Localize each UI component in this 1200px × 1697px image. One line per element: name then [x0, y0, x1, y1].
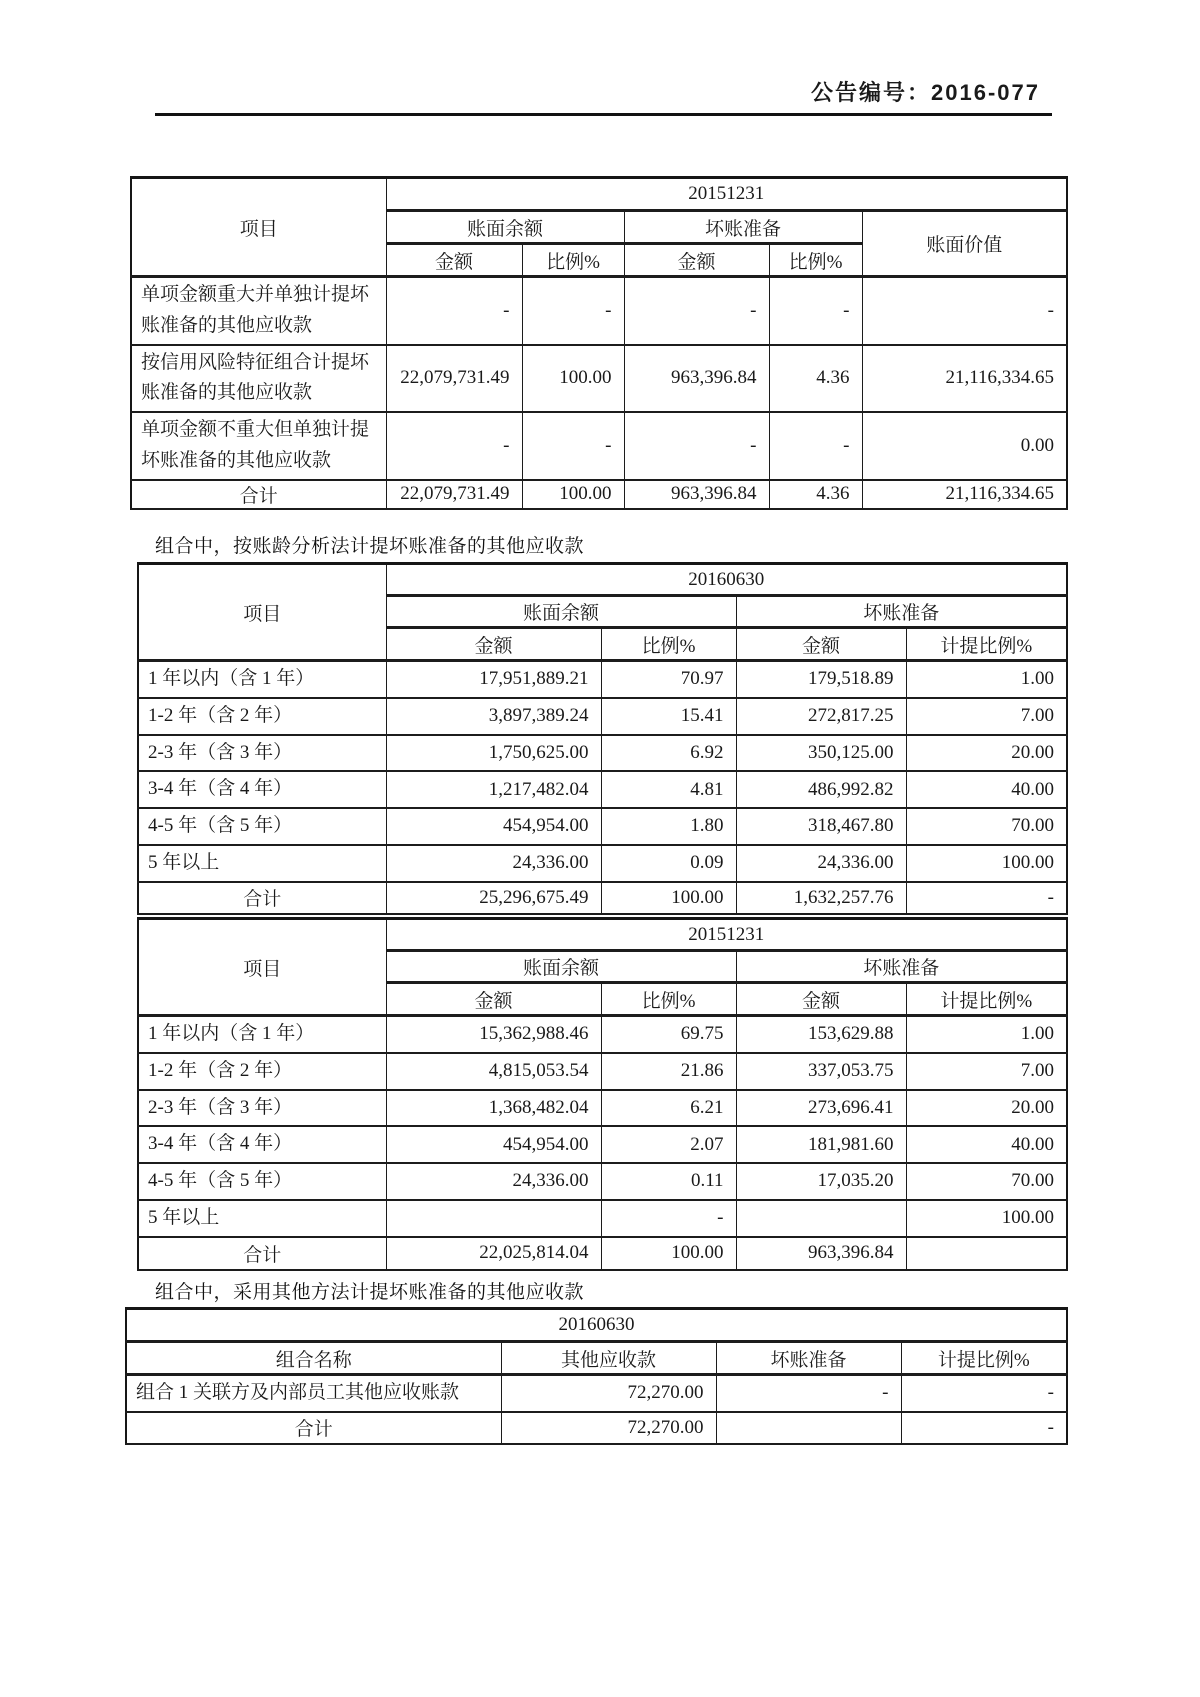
bad-debt-ratio-cell: 4.36 [769, 345, 862, 413]
accrual-ratio-header-cell: 计提比例% [906, 983, 1067, 1016]
table-row [131, 345, 1067, 413]
ratio-cell: - [601, 1200, 736, 1237]
aging-bucket-cell: 2-3 年（含 3 年） [138, 1090, 386, 1127]
amount-cell: 22,079,731.49 [386, 480, 522, 509]
total-label-cell: 合计 [131, 480, 386, 509]
amount-cell: 4,815,053.54 [386, 1053, 601, 1090]
period-cell: 20160630 [126, 1309, 1067, 1342]
table-total-row [126, 1412, 1067, 1444]
accrual-ratio-cell: - [901, 1412, 1067, 1444]
bad-debt-cell: - [716, 1375, 901, 1412]
aging-bucket-cell: 1-2 年（含 2 年） [138, 698, 386, 735]
ratio-cell: 69.75 [601, 1016, 736, 1053]
ratio-cell: 21.86 [601, 1053, 736, 1090]
ratio-header-cell: 比例% [522, 244, 624, 277]
accrual-ratio-cell: 70.00 [906, 808, 1067, 845]
bad-debt-amount-cell: 272,817.25 [736, 698, 906, 735]
ratio-header-cell: 比例% [769, 244, 862, 277]
book-value-cell: 0.00 [862, 412, 1067, 480]
amount-cell: 24,336.00 [386, 845, 601, 882]
amount-cell: 25,296,675.49 [386, 882, 601, 914]
book-value-cell: 21,116,334.65 [862, 345, 1067, 413]
table-total-row [131, 480, 1067, 509]
other-receivables-cell: 72,270.00 [501, 1375, 716, 1412]
amount-cell: - [386, 412, 522, 480]
item-header-cell: 项目 [138, 564, 386, 661]
amount-cell: 22,025,814.04 [386, 1237, 601, 1270]
aging-bucket-cell: 3-4 年（含 4 年） [138, 771, 386, 808]
table-row [138, 1163, 1067, 1200]
bad-debt-amount-cell: - [624, 277, 769, 345]
table-20151231-summary [130, 176, 1068, 510]
aging-bucket-cell: 3-4 年（含 4 年） [138, 1126, 386, 1163]
bad-debt-amount-cell: 179,518.89 [736, 661, 906, 698]
caption-other-method: 组合中，采用其他方法计提坏账准备的其他应收款 [155, 1282, 585, 1303]
group-name-header-cell: 组合名称 [126, 1342, 501, 1375]
ratio-cell: 6.21 [601, 1090, 736, 1127]
table-row [138, 1126, 1067, 1163]
bad-debt-amount-cell: 318,467.80 [736, 808, 906, 845]
table-total-row [138, 882, 1067, 914]
group-name-cell: 组合 1 关联方及内部员工其他应收账款 [126, 1375, 501, 1412]
bad-debt-amount-cell: 1,632,257.76 [736, 882, 906, 914]
amount-cell: 3,897,389.24 [386, 698, 601, 735]
accrual-ratio-cell: 70.00 [906, 1163, 1067, 1200]
amount-cell: 454,954.00 [386, 1126, 601, 1163]
table-row [138, 845, 1067, 882]
bad-debt-amount-cell: - [624, 412, 769, 480]
ratio-header-cell: 比例% [601, 983, 736, 1016]
bad-debt-header-cell: 坏账准备 [716, 1342, 901, 1375]
table-row [138, 771, 1067, 808]
other-receivables-cell: 72,270.00 [501, 1412, 716, 1444]
accrual-ratio-cell [906, 1237, 1067, 1270]
table-row [138, 808, 1067, 845]
ratio-cell: 15.41 [601, 698, 736, 735]
aging-bucket-cell: 2-3 年（含 3 年） [138, 735, 386, 772]
amount-cell: 15,362,988.46 [386, 1016, 601, 1053]
header-rule [155, 113, 1052, 116]
accrual-ratio-cell: 100.00 [906, 845, 1067, 882]
ratio-header-cell: 比例% [601, 628, 736, 661]
bad-debt-amount-cell: 17,035.20 [736, 1163, 906, 1200]
caption-aging-method: 组合中，按账龄分析法计提坏账准备的其他应收款 [155, 536, 585, 557]
bad-debt-amount-cell: 181,981.60 [736, 1126, 906, 1163]
bad-debt-amount-cell: 963,396.84 [736, 1237, 906, 1270]
period-cell: 20160630 [386, 564, 1067, 596]
accrual-ratio-cell: 40.00 [906, 1126, 1067, 1163]
ratio-cell: 4.81 [601, 771, 736, 808]
ratio-cell: 100.00 [601, 1237, 736, 1270]
bad-debt-cell [716, 1412, 901, 1444]
table-header-row [126, 1309, 1067, 1342]
table-other-method-20160630 [125, 1307, 1068, 1445]
book-value-header-cell: 账面价值 [862, 211, 1067, 277]
bad-debt-ratio-cell: 4.36 [769, 480, 862, 509]
table-header-row [138, 564, 1067, 596]
bad-debt-header-cell: 坏账准备 [624, 211, 862, 244]
aging-bucket-cell: 5 年以上 [138, 845, 386, 882]
table-aging-20160630 [137, 562, 1068, 915]
accrual-ratio-cell: 7.00 [906, 1053, 1067, 1090]
item-header-cell: 项目 [131, 178, 386, 277]
accrual-ratio-cell: 7.00 [906, 698, 1067, 735]
accrual-ratio-header-cell: 计提比例% [901, 1342, 1067, 1375]
accrual-ratio-cell: 40.00 [906, 771, 1067, 808]
amount-cell: 1,750,625.00 [386, 735, 601, 772]
bad-debt-header-cell: 坏账准备 [736, 951, 1067, 983]
bad-debt-amount-cell: 273,696.41 [736, 1090, 906, 1127]
table-row [138, 1053, 1067, 1090]
total-label-cell: 合计 [126, 1412, 501, 1444]
bad-debt-amount-cell: 24,336.00 [736, 845, 906, 882]
ratio-cell: 1.80 [601, 808, 736, 845]
amount-cell: 17,951,889.21 [386, 661, 601, 698]
accrual-ratio-cell: 1.00 [906, 1016, 1067, 1053]
bad-debt-amount-cell: 963,396.84 [624, 345, 769, 413]
amount-cell [386, 1200, 601, 1237]
table-header-row [131, 178, 1067, 211]
item-header-cell: 项目 [138, 919, 386, 1016]
amount-header-cell: 金额 [386, 983, 601, 1016]
amount-header-cell: 金额 [386, 244, 522, 277]
amount-header-cell: 金额 [736, 628, 906, 661]
item-cell: 单项金额不重大但单独计提坏账准备的其他应收款 [131, 412, 386, 480]
accrual-ratio-cell: - [906, 882, 1067, 914]
ratio-cell: 100.00 [601, 882, 736, 914]
ratio-cell: 2.07 [601, 1126, 736, 1163]
bad-debt-ratio-cell: - [769, 277, 862, 345]
aging-bucket-cell: 1-2 年（含 2 年） [138, 1053, 386, 1090]
ratio-cell: - [522, 277, 624, 345]
table-row [138, 661, 1067, 698]
accrual-ratio-cell: 20.00 [906, 735, 1067, 772]
total-label-cell: 合计 [138, 1237, 386, 1270]
aging-bucket-cell: 1 年以内（含 1 年） [138, 661, 386, 698]
amount-header-cell: 金额 [624, 244, 769, 277]
aging-bucket-cell: 1 年以内（含 1 年） [138, 1016, 386, 1053]
doc-number: 公告编号：2016-077 [811, 80, 1040, 105]
book-value-cell: - [862, 277, 1067, 345]
amount-cell: 1,217,482.04 [386, 771, 601, 808]
accrual-ratio-cell: 100.00 [906, 1200, 1067, 1237]
bad-debt-ratio-cell: - [769, 412, 862, 480]
accrual-ratio-header-cell: 计提比例% [906, 628, 1067, 661]
book-balance-header-cell: 账面余额 [386, 211, 624, 244]
bad-debt-header-cell: 坏账准备 [736, 596, 1067, 628]
table-header-row [126, 1342, 1067, 1375]
book-balance-header-cell: 账面余额 [386, 951, 736, 983]
table-header-row [138, 919, 1067, 951]
table-aging-20151231 [137, 917, 1068, 1271]
amount-cell: 454,954.00 [386, 808, 601, 845]
other-receivables-header-cell: 其他应收款 [501, 1342, 716, 1375]
book-balance-header-cell: 账面余额 [386, 596, 736, 628]
table-row [138, 1016, 1067, 1053]
amount-cell: - [386, 277, 522, 345]
ratio-cell: 6.92 [601, 735, 736, 772]
amount-cell: 1,368,482.04 [386, 1090, 601, 1127]
table-row [138, 698, 1067, 735]
period-cell: 20151231 [386, 178, 1067, 211]
bad-debt-amount-cell: 963,396.84 [624, 480, 769, 509]
ratio-cell: 70.97 [601, 661, 736, 698]
item-cell: 单项金额重大并单独计提坏账准备的其他应收款 [131, 277, 386, 345]
aging-bucket-cell: 4-5 年（含 5 年） [138, 808, 386, 845]
ratio-cell: 0.11 [601, 1163, 736, 1200]
accrual-ratio-cell: 20.00 [906, 1090, 1067, 1127]
bad-debt-amount-cell: 350,125.00 [736, 735, 906, 772]
table-row [131, 277, 1067, 345]
bad-debt-amount-cell: 153,629.88 [736, 1016, 906, 1053]
ratio-cell: 100.00 [522, 345, 624, 413]
table-row [138, 1200, 1067, 1237]
period-cell: 20151231 [386, 919, 1067, 951]
total-label-cell: 合计 [138, 882, 386, 914]
ratio-cell: 100.00 [522, 480, 624, 509]
aging-bucket-cell: 4-5 年（含 5 年） [138, 1163, 386, 1200]
amount-cell: 22,079,731.49 [386, 345, 522, 413]
book-value-cell: 21,116,334.65 [862, 480, 1067, 509]
amount-cell: 24,336.00 [386, 1163, 601, 1200]
accrual-ratio-cell: - [901, 1375, 1067, 1412]
table-row [126, 1375, 1067, 1412]
item-cell: 按信用风险特征组合计提坏账准备的其他应收款 [131, 345, 386, 413]
bad-debt-amount-cell: 337,053.75 [736, 1053, 906, 1090]
bad-debt-amount-cell [736, 1200, 906, 1237]
table-total-row [138, 1237, 1067, 1270]
ratio-cell: 0.09 [601, 845, 736, 882]
bad-debt-amount-cell: 486,992.82 [736, 771, 906, 808]
ratio-cell: - [522, 412, 624, 480]
amount-header-cell: 金额 [386, 628, 601, 661]
accrual-ratio-cell: 1.00 [906, 661, 1067, 698]
table-row [138, 735, 1067, 772]
table-row [131, 412, 1067, 480]
aging-bucket-cell: 5 年以上 [138, 1200, 386, 1237]
amount-header-cell: 金额 [736, 983, 906, 1016]
table-row [138, 1090, 1067, 1127]
